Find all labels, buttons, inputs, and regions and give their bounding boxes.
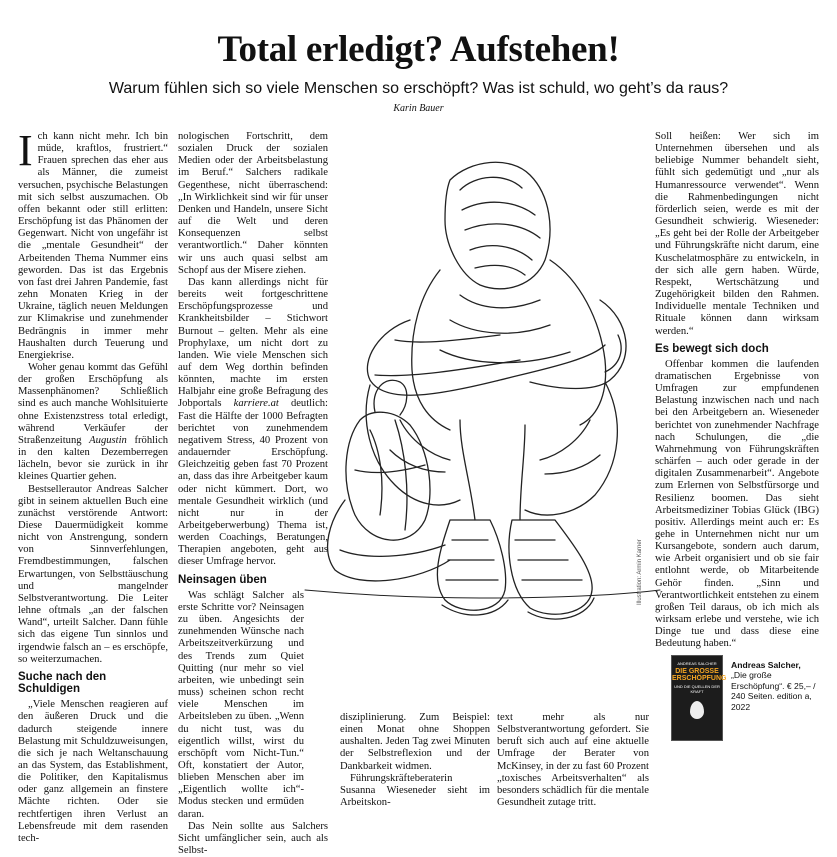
subheadline: Warum fühlen sich so viele Menschen so erschöpft? Was ist schuld, wo geht’s da raus? [108, 80, 729, 97]
column-1 [18, 126, 168, 845]
column-3 [340, 712, 490, 809]
section-heading: Es bewegt sich doch [655, 342, 769, 355]
section-heading: Neinsagen üben [178, 573, 267, 586]
column-5 [655, 131, 819, 651]
paragraph: Offenbar kommen die laufenden dramatischen Ergebnisse von Umfragen zur empfundenen Belastung inzwischen nach und nach bei den Arbeitgebern an. Wieseneder berichtet von zunehmender Nachfrage nach Schulungen, die „die Wahrnehmung von Führungskräften schärfen – auch oder gerade in der digitalen Zusammenarbeit“. Angebote zum Erlernen von Selbstfürsorge und Resilienz boomen. Das sieht Arbeitsmediziner Tobias Glück (IBG) positiv. Allerdings meint auch er: Es gehe in Unternehmen nicht nur um Kursangebote, sondern auch darum, wie Arbeit organisiert und ob sie fair entlohnt werde, ob Mitarbeitende Gehör finden. „Sinn und Verantwortlichkeit entstehen zu einem großen Teil daraus, ob ich mich als wirksam erlebe und verstehe, wie ich Dinge tue und dass diese eine Bedeutung haben.“ [655, 358, 819, 650]
paragraph: Führungskräfteberaterin Susanna Wieseneder sieht im Arbeitskon- [340, 772, 490, 809]
column-4 [497, 712, 649, 809]
paragraph: Bestsellerautor Andreas Salcher gibt in seinem aktuellen Buch eine zunächst verstörende Antwort: Diese Dauermüdigkeit komme nicht von Anstrengung, sondern von Sinnverfehlungen, Fremdbestimmungen, falschen Erwartungen, von Selbsttäuschung und mangelnder Selbstverantwortung. Die Leiter lehne oftmals „an der falschen Wand“, urteilt Salcher. Dann fühle sich das eigene Tun sinnlos und irgendwie falsch an – es erschöpfe, so weiterzumachen. [18, 483, 168, 665]
book-info [731, 660, 823, 712]
book-cover-author: ANDREAS SALCHER [677, 661, 717, 666]
egg-image [690, 701, 704, 719]
section-heading: Suche nach den Schuldigen [18, 670, 107, 696]
paragraph-text: ch kann nicht mehr. Ich bin müde, kraftlos, frustriert.“ Frauen sprechen das eher aus als Männer, die zumeist versuchen, psychische Belastungen mit sich selbst auszumachen. Ob offen bekannt oder still erlitten: Erschöpfung ist das Phänomen der Gegenwart. Nicht von ungefähr ist die „mentale Gesundheit“ der Arbeitenden Thema Nummer eins geworden. Das ist das Ergebnis von fast drei Jahren Pandemie, fast zehn Monaten Krieg in der Ukraine, täglich neuen Meldungen zur Klimakrise und zunehmender Bedrängnis in immer mehr Haushalten durch Teuerung und Energiekrise. [18, 131, 168, 361]
paragraph-text: deutlich: Fast die Hälfte der 1000 Befragten berichtet von zunehmendem negativem Stress, 40 Prozent von andauernder Erschöpfung. Gleichzeitig geben fast 70 Prozent an, dass das ihre Arbeitgeber kaum oder nicht kümmert. Dort, wo mentale Gesundheit wirklich (und nicht nur in der Arbeitgeberwerbung) Thema ist, werden Coachings, Beratungen, Therapien angeboten, geht aus dieser Umfrage hervor. [178, 398, 329, 568]
byline: Karin Bauer [393, 103, 444, 114]
emphasis-text: Augustin [89, 434, 127, 446]
paragraph: Was schlägt Salcher als erste Schritte vor? Neinsagen zu üben. Angesichts der zunehmenden Wünsche nach Arbeitszeitverkürzung und des Trends zum Quiet Quitting (nur mehr so viel arbeiten, wie unbedingt sein muss) scheinen schon recht viele Menschen im Arbeitsleben zu üben. „Wenn du nicht tust, was du eigentlich willst, wirst du erschöpft vom Nicht-Tun.“ Oft, konstatiert der Autor, blieben Menschen aber im „Eigentlich wollte ich“-Modus stecken und ermüden daran. [178, 589, 304, 820]
paragraph: „Viele Menschen reagieren auf den äußeren Druck und die dadurch steigende innere Belastung mit Schuldzuweisungen, die sich je nach Weltanschauung an das System, das Establishment, die Politiker, den Kapitalismus oder ganz allgemein an finstere Mächte richten. Oder sie rechtfertigen ihren Verlust an Lebensfreude mit dem rasenden tech- [18, 699, 168, 844]
book-cover-title: DIE GROSSE ERSCHÖPFUNG [672, 668, 727, 682]
paragraph: nologischen Fortschritt, dem sozialen Druck der sozialen Medien oder der Arbeitsbelastung im Beruf.“ Salchers radikale Gegenthese, nicht überraschend: „In Wirklichkeit sind wir für unser Denken und Handeln, unsere Sicht auf die Welt und deren Konsequenzen selbst verantwortlich.“ Daher könnten wir uns auch quasi selbst am Schopf aus der Misere ziehen. [178, 131, 328, 276]
paragraph: text mehr als nur Selbstverantwortung gefordert. Sie beruft sich auch auf eine aktuelle Umfrage der Berater von McKinsey, in der zu fast 60 Prozent „toxisches Arbeitsverhalten“ als besonders schädlich für die mentale Gesundheit zutage tritt. [497, 712, 650, 809]
paragraph-text: fröhlich in den kalten Dezemberregen lächeln, bevor sie zurück in ihr kleines Quartier gehen. [18, 434, 168, 483]
paragraph: disziplinierung. Zum Beispiel: einen Monat ohne Shoppen aushalten. Jeden Tag zwei Minuten der Selbstreflexion und der Dankbarkeit widmen. [340, 712, 490, 772]
illustration-credit: Illustration: Armin Karner [637, 539, 643, 605]
paragraph: Soll heißen: Wer sich im Unternehmen übersehen und als beliebige Nummer behandelt sieht, fühlt sich gedemütigt und „nur als Humanressource verwendet“. Wenn die Rahmenbedingungen nicht förderlich seien, werde es mit der Gesundheit schwierig. Wieseneder: „Es geht bei der Rolle der Arbeitgeber und Führungskräfte nicht darum, eine Kuschelatmosphäre zu entwickeln, in der sich alle gern haben. Würde, Respekt, Wertschätzung und Zugehörigkeit bilden den Rahmen. Individuelle mentale Techniken und Rituale können dann wirksam werden.“ [655, 131, 819, 337]
paragraph [18, 126, 168, 362]
paragraph: Das Nein sollte aus Salchers Sicht umfänglicher sein, auch als Selbst- [178, 820, 328, 857]
paragraph [18, 362, 168, 484]
book-cover [671, 655, 727, 741]
headline: Total erledigt? Aufstehen! [217, 29, 620, 70]
paragraph-text: Das kann allerdings nicht für bereits weit fortgeschrittene Erschöpfungsprozesse und Krankheitsbilder – Stichwort Burnout – gelten. Mehr als eine Prophylaxe, um nicht dort zu landen. Wie viele Menschen sich auf dem Weg dorthin befinden könnten, machte im ersten Halbjahr eine große Befragung des Jobportals [178, 276, 328, 410]
drop-cap: I [18, 126, 33, 175]
book-cover-subtitle: UND DIE QUELLEN DER KRAFT [674, 684, 720, 694]
emphasis-text: karriere.at [233, 398, 279, 410]
illustration-exhausted-person [300, 120, 665, 700]
book-author: Andreas Salcher, [731, 660, 801, 670]
paragraph-text: Woher genau kommt das Gefühl der großen Erschöpfung als Massenphänomen? Schließlich sind es auch manche Wohlsituierte ohne Existenzstress total erledigt, während Verkäufer der Straßenzeitung [18, 361, 168, 446]
book-details: „Die große Erschöpfung“. € 25,– / 240 Seiten. edition a, 2022 [731, 670, 816, 712]
